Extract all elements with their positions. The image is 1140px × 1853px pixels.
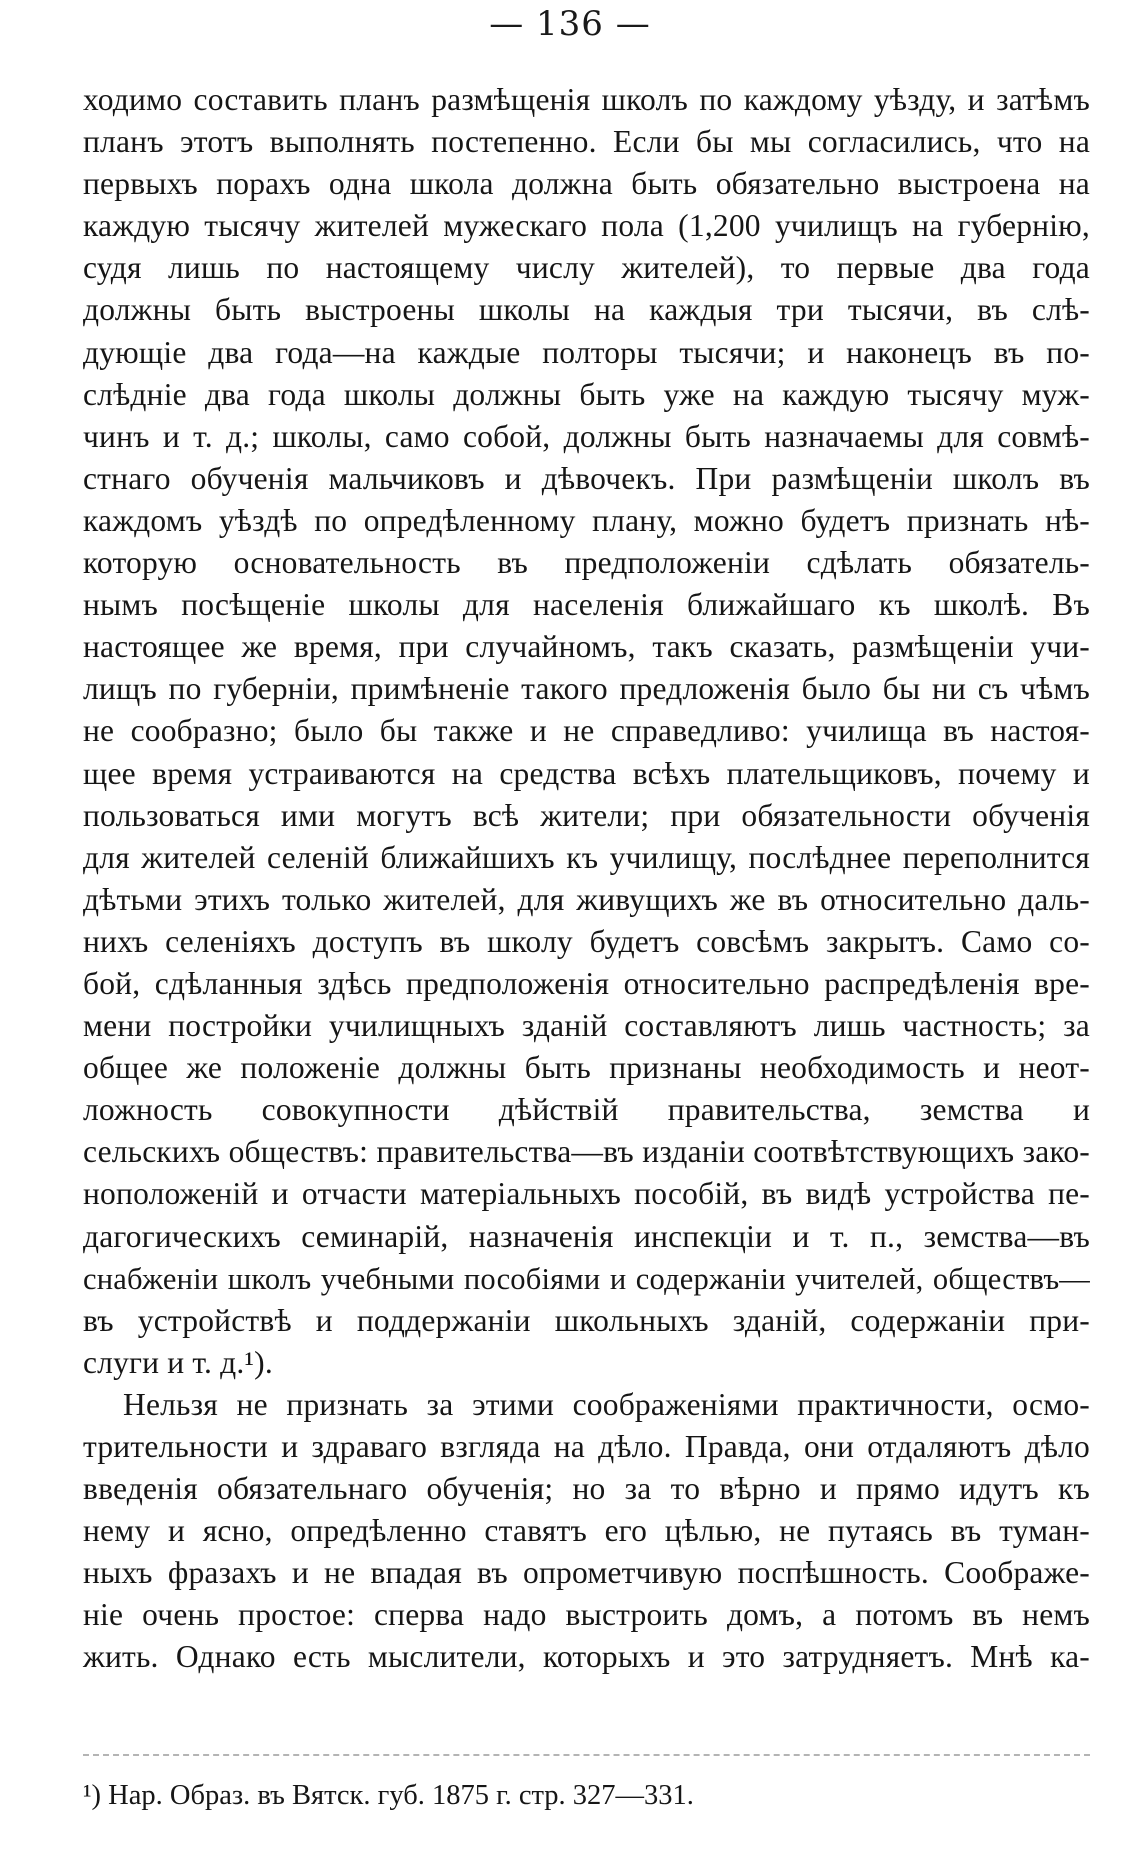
text-line: лищъ по губерніи, примѣненіе такого предложенія было бы ни съ чѣмъ <box>83 671 1090 707</box>
text-line: жить. Однако есть мыслители, которыхъ и это затрудняетъ. Мнѣ ка- <box>83 1639 1090 1675</box>
text-line: стнаго обученія мальчиковъ и дѣвочекъ. При размѣщеніи школъ въ <box>83 460 1090 496</box>
body-text <box>83 79 1090 1679</box>
text-line: въ устройствѣ и поддержаніи школьныхъ зданій, содержаніи при- <box>83 1302 1090 1338</box>
text-line: сельскихъ обществъ: правительства—въ изданіи соотвѣтствующихъ зако- <box>83 1134 1090 1170</box>
text-line: щее время устраиваются на средства всѣхъ плательщиковъ, почему и <box>83 755 1090 791</box>
footnote-divider <box>83 1754 1090 1756</box>
text-line: каждомъ уѣздѣ по опредѣленному плану, можно будетъ признать нѣ- <box>83 502 1090 538</box>
text-line: общее же положеніе должны быть признаны необходимость и неот- <box>83 1050 1090 1086</box>
text-line: дагогическихъ семинарій, назначенія инспекціи и т. п., земства—въ <box>83 1218 1090 1254</box>
text-line: введенія обязательнаго обученія; но за то вѣрно и прямо идутъ къ <box>83 1471 1090 1507</box>
text-line: первыхъ порахъ одна школа должна быть обязательно выстроена на <box>83 166 1090 202</box>
page-number: — 136 — <box>489 4 651 44</box>
text-line: планъ этотъ выполнять постепенно. Если бы мы согласились, что на <box>83 124 1090 160</box>
paragraph-start-line: Нельзя не признать за этими соображеніями практичности, осмо- <box>123 1386 1090 1422</box>
text-line: ныхъ фразахъ и не впадая въ опрометчивую поспѣшность. Соображе- <box>83 1555 1090 1591</box>
text-line: снабженіи школъ учебными пособіями и содержаніи учителей, обществъ— <box>83 1261 1090 1296</box>
footnote: ¹) Нар. Образ. въ Вятск. губ. 1875 г. стр. 327—331. <box>83 1780 694 1811</box>
text-line: дующіе два года—на каждые полторы тысячи; и наконецъ въ по- <box>83 334 1090 370</box>
text-line: бой, сдѣланныя здѣсь предположенія относительно распредѣленія вре- <box>83 965 1090 1001</box>
text-line: должны быть выстроены школы на каждыя три тысячи, въ слѣ- <box>83 292 1090 328</box>
text-line: нихъ селеніяхъ доступъ въ школу будетъ совсѣмъ закрытъ. Само со- <box>83 923 1090 959</box>
text-line: судя лишь по настоящему числу жителей), то первые два года <box>83 250 1090 286</box>
text-line: не сообразно; было бы также и не справедливо: училища въ настоя- <box>83 713 1090 749</box>
text-line: ходимо составить планъ размѣщенія школъ по каждому уѣзду, и затѣмъ <box>83 82 1090 117</box>
text-line: настоящее же время, при случайномъ, такъ сказать, размѣщеніи учи- <box>83 629 1090 665</box>
text-line: нымъ посѣщеніе школы для населенія ближайшаго къ школѣ. Въ <box>83 587 1090 623</box>
text-line: ніе очень простое: сперва надо выстроить домъ, а потомъ въ немъ <box>83 1597 1090 1633</box>
text-line: дѣтьми этихъ только жителей, для живущихъ же въ относительно даль- <box>83 881 1090 917</box>
paragraph-end-line: слуги и т. д.¹). <box>83 1344 273 1380</box>
text-line: нему и ясно, опредѣленно ставятъ его цѣлью, не путаясь въ туман- <box>83 1513 1090 1549</box>
text-line: для жителей селеній ближайшихъ къ училищу, послѣднее переполнится <box>83 839 1090 875</box>
text-line: слѣдніе два года школы должны быть уже на каждую тысячу муж- <box>83 376 1090 412</box>
text-line: ноположеній и отчасти матеріальныхъ пособій, въ видѣ устройства пе- <box>83 1176 1090 1212</box>
text-line: мени постройки училищныхъ зданій составляютъ лишь частность; за <box>83 1008 1090 1044</box>
text-line: трительности и здраваго взгляда на дѣло. Правда, они отдаляютъ дѣло <box>83 1429 1090 1464</box>
text-line: чинъ и т. д.; школы, само собой, должны быть назначаемы для совмѣ- <box>83 418 1090 454</box>
text-line: каждую тысячу жителей мужескаго пола (1,200 училищъ на губернію, <box>83 208 1090 244</box>
text-line: пользоваться ими могутъ всѣ жители; при обязательности обученія <box>83 797 1090 833</box>
text-line: ложность совокупности дѣйствій правительства, земства и <box>83 1092 1090 1128</box>
text-line: которую основательность въ предположеніи сдѣлать обязатель- <box>83 545 1090 581</box>
